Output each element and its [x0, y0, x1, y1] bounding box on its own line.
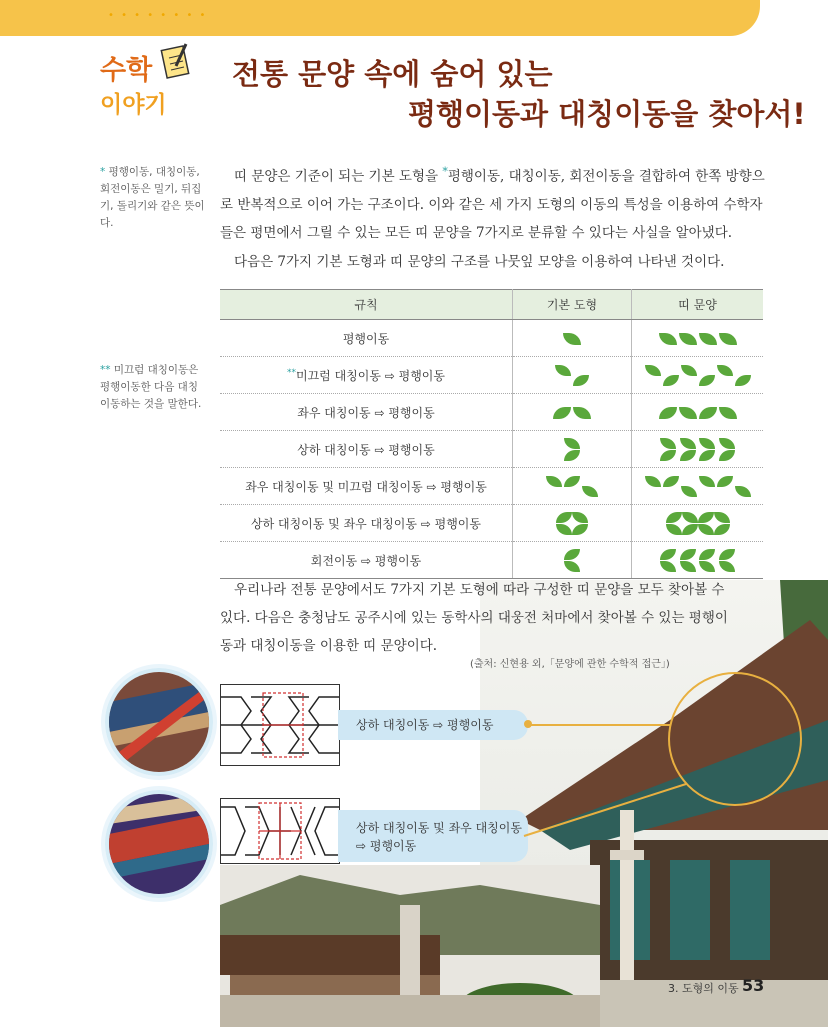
paragraph-1-rest: 평행이동, 대칭이동, 회전이동을 결합하여 한쪽 방향으로 반복적으로 이어 가는 구조이다. 이와 같은 세 가지 도형의 이동의 특성을 이용하여 수학자들은 평면에서 그릴 수 있는 모든 띠 문양을 7가지로 분류할 수 있다는 사실을 알아냈다. — [220, 168, 765, 241]
basic-leaf-icon — [513, 431, 632, 468]
footnote-marker: ** — [286, 367, 296, 378]
callout-line-1: 상하 대칭이동 및 좌우 대칭이동 — [356, 821, 522, 835]
table-row — [220, 505, 763, 542]
paragraph-3: 우리나라 전통 문양에서도 7가지 기본 도형에 따라 구성한 띠 문양을 모두 찾아볼 수 있다. 다음은 충청남도 공주시에 있는 동학사의 대웅전 처마에서 찾아볼 수 있는 평행이동과 대칭이동을 이용한 띠 문양이다. — [220, 582, 728, 654]
source-citation: (출처: 신현용 외,「문양에 관한 수학적 접근」) — [470, 659, 670, 670]
table-row — [220, 468, 763, 505]
pattern-diagram-1 — [220, 684, 340, 766]
basic-leaf-icon — [513, 505, 632, 542]
paragraph-2: 다음은 7가지 기본 도형과 띠 문양의 구조를 나뭇잎 모양을 이용하여 나타낸 것이다. — [234, 254, 725, 270]
band-leaf-pattern — [632, 505, 764, 542]
header-dots: • • • • • • • • — [108, 10, 208, 21]
rule-cell — [220, 357, 513, 394]
column-header-basic-shape: 기본 도형 — [513, 290, 632, 320]
leader-line-1 — [528, 724, 670, 726]
band-leaf-pattern — [632, 431, 764, 468]
corner-label-story: 이야기 — [100, 92, 167, 118]
table-row — [220, 394, 763, 431]
table-row — [220, 431, 763, 468]
note-marker: ** — [100, 364, 111, 376]
band-leaf-pattern — [632, 542, 764, 579]
table-row — [220, 357, 763, 394]
page-title-line2: 평행이동과 대칭이동을 찾아서! — [408, 97, 806, 131]
basic-leaf-icon — [513, 468, 632, 505]
callout-line-2: ⇨ 평행이동 — [356, 839, 417, 853]
eave-closeup-photo-2 — [105, 790, 213, 898]
corner-label-math: 수학 — [100, 55, 153, 86]
side-note-2 — [100, 362, 206, 413]
column-header-band-pattern: 띠 문양 — [632, 290, 764, 320]
rule-cell: 평행이동 — [220, 320, 513, 357]
rule-cell: 좌우 대칭이동 ⇨ 평행이동 — [220, 394, 513, 431]
band-leaf-pattern — [632, 394, 764, 431]
note-marker: * — [100, 166, 106, 178]
frieze-pattern-table — [220, 289, 763, 579]
side-note-1 — [100, 164, 206, 232]
table-row — [220, 542, 763, 579]
rule-cell: 상하 대칭이동 ⇨ 평행이동 — [220, 431, 513, 468]
table-header-row — [220, 290, 763, 320]
leader-line-2 — [520, 780, 690, 840]
side-note-2-text: 미끄럼 대칭이동은 평행이동한 다음 대칭이동하는 것을 말한다. — [100, 364, 202, 410]
band-leaf-pattern — [632, 468, 764, 505]
rule-cell: 상하 대칭이동 및 좌우 대칭이동 ⇨ 평행이동 — [220, 505, 513, 542]
leader-dot-1 — [524, 720, 532, 728]
basic-leaf-icon — [513, 320, 632, 357]
callout-vertical-horizontal-reflection — [338, 810, 528, 862]
rule-cell: 좌우 대칭이동 및 미끄럼 대칭이동 ⇨ 평행이동 — [220, 468, 513, 505]
side-note-1-text: 평행이동, 대칭이동, 회전이동은 밀기, 뒤집기, 돌리기와 같은 뜻이다. — [100, 166, 205, 229]
page-number: 53 — [742, 976, 765, 995]
rule-text: 미끄럼 대칭이동 ⇨ 평행이동 — [295, 368, 445, 383]
band-leaf-pattern — [632, 320, 764, 357]
band-leaf-pattern — [632, 357, 764, 394]
basic-leaf-icon — [513, 394, 632, 431]
basic-leaf-icon — [513, 357, 632, 394]
basic-leaf-icon — [513, 542, 632, 579]
page-title-line1: 전통 문양 속에 숨어 있는 — [232, 57, 553, 91]
rule-cell: 회전이동 ⇨ 평행이동 — [220, 542, 513, 579]
front-yard-photo — [220, 865, 600, 1027]
column-header-rule: 규칙 — [220, 290, 513, 320]
footnote-marker: * — [442, 165, 448, 178]
notepad-pencil-icon — [158, 40, 194, 80]
eave-closeup-photo-1 — [105, 668, 213, 776]
paragraph-1 — [220, 158, 765, 247]
paragraph-1-lead: 띠 문양은 기준이 되는 기본 도형을 — [234, 168, 443, 185]
pattern-diagram-2 — [220, 798, 340, 864]
table-row — [220, 320, 763, 357]
callout-vertical-reflection: 상하 대칭이동 ⇨ 평행이동 — [338, 710, 528, 740]
footer-section-title: 3. 도형의 이동 — [668, 982, 739, 995]
